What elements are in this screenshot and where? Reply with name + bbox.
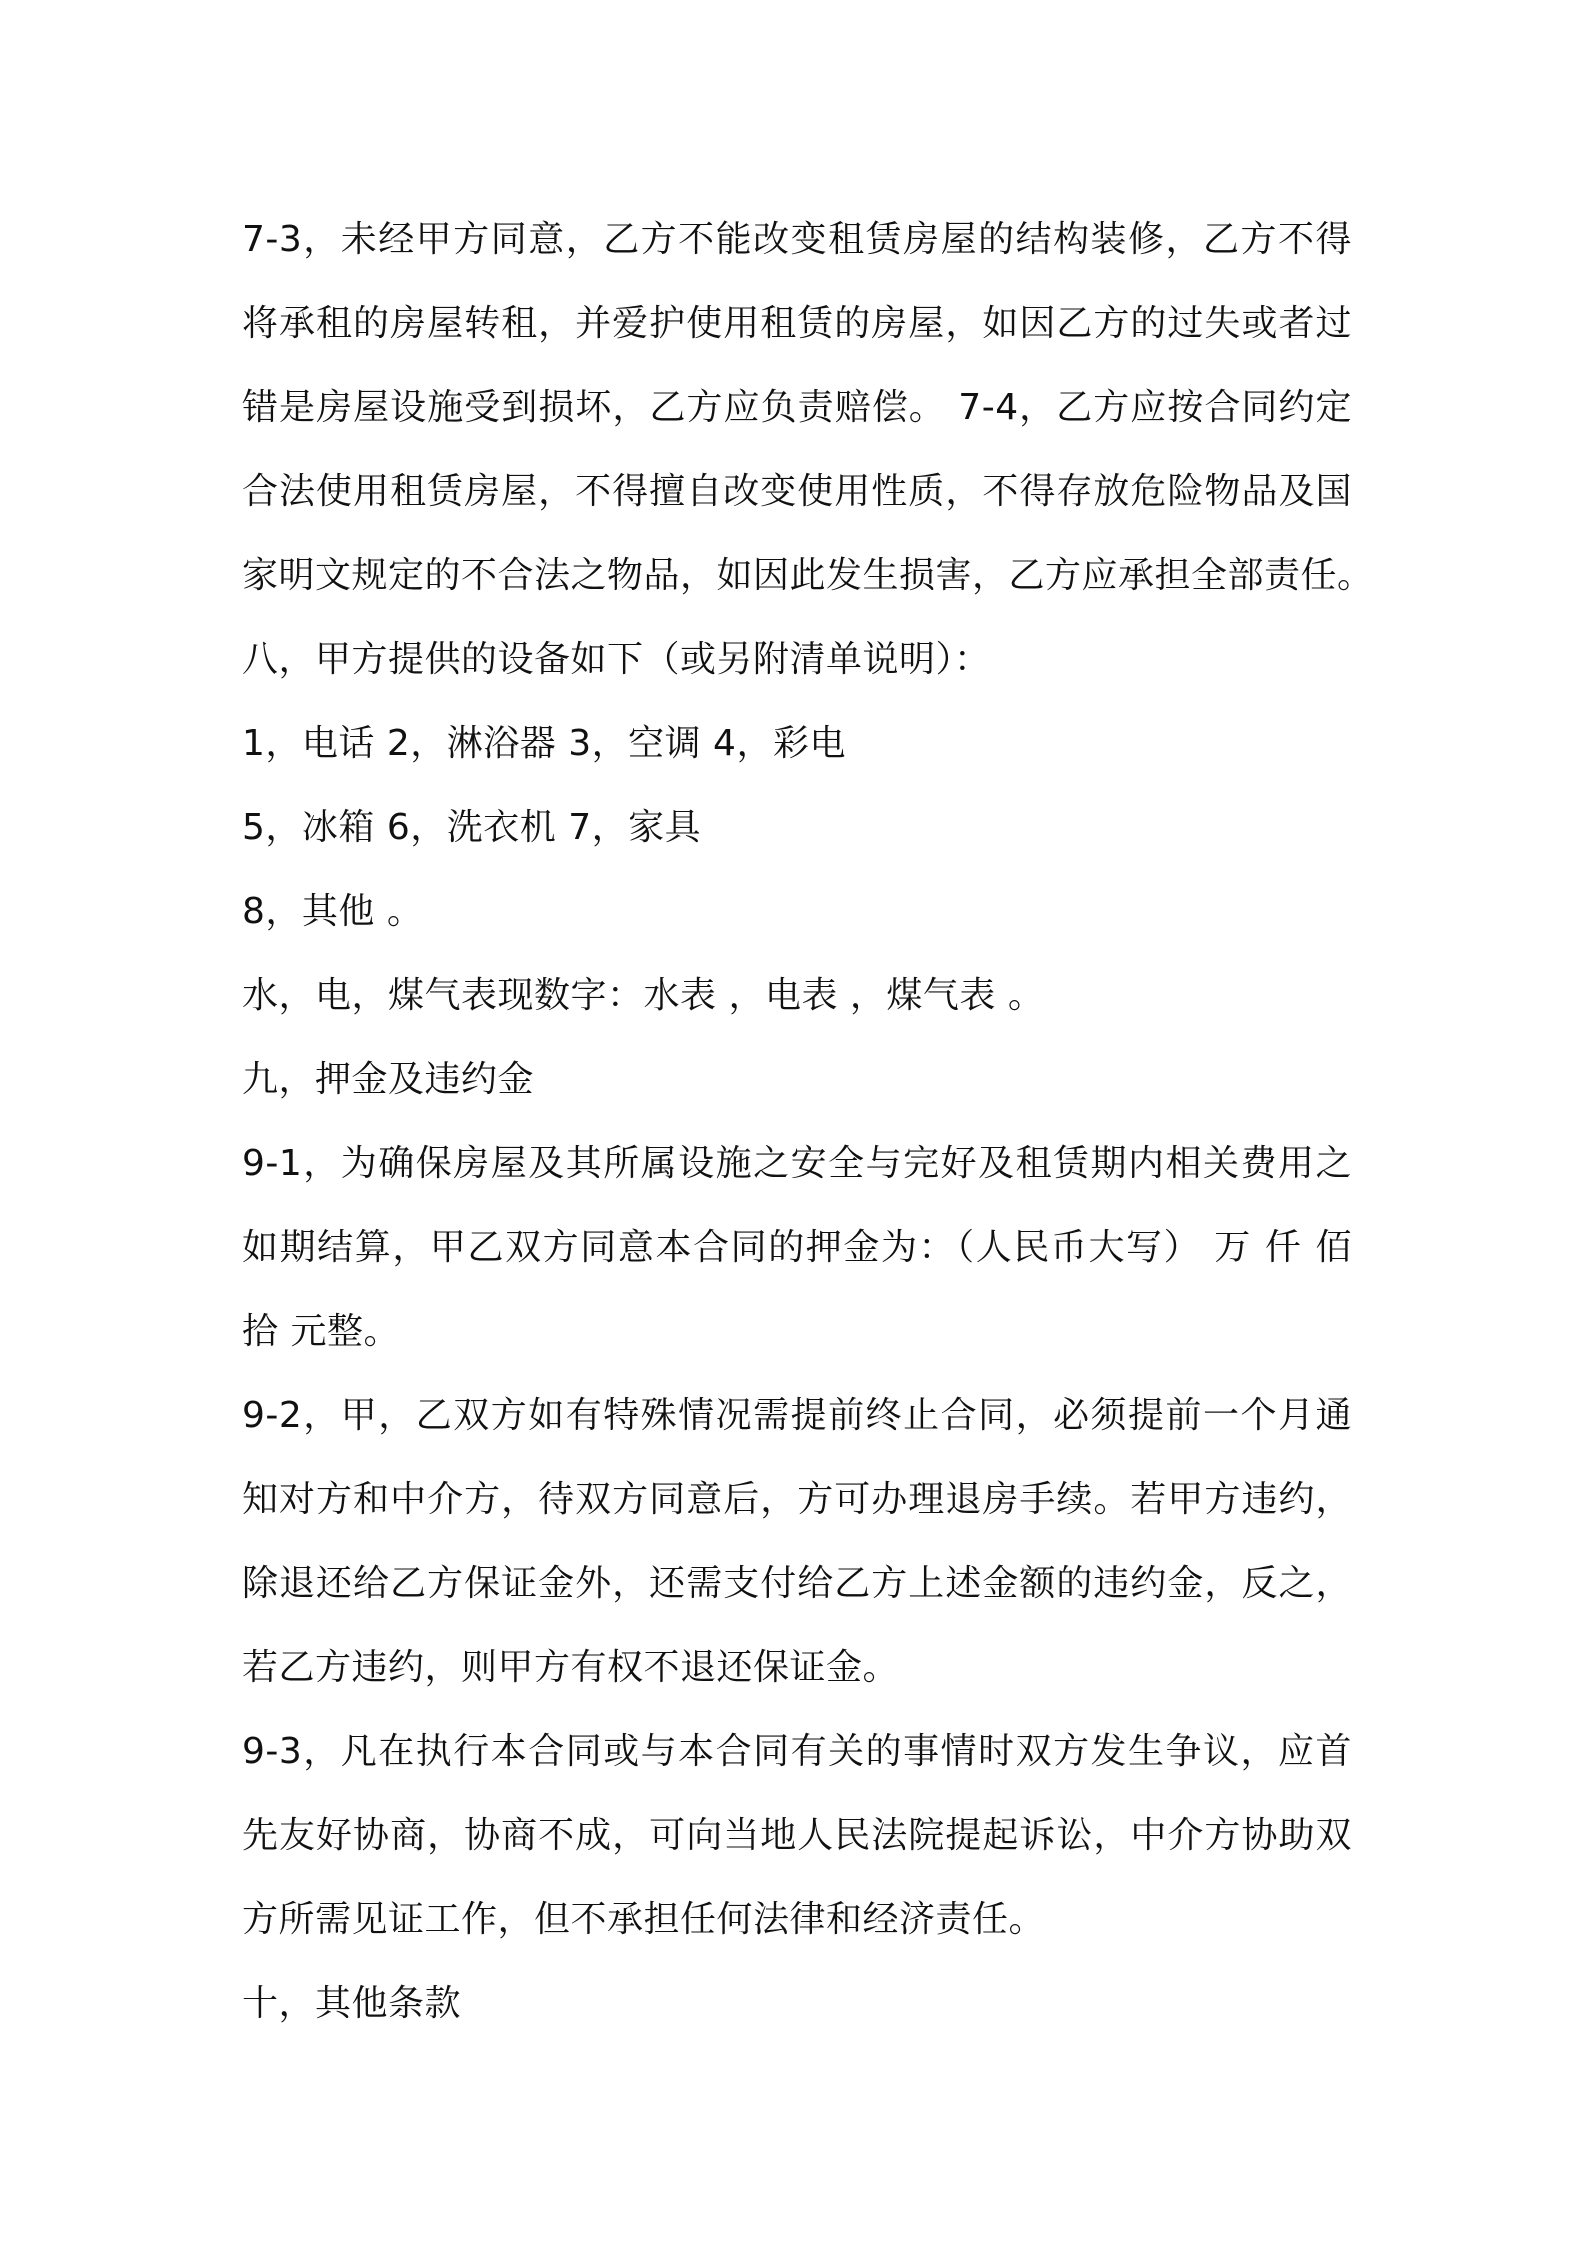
document-body	[242, 198, 1374, 2046]
text-line: 将承租的房屋转租，并爱护使用租赁的房屋，如因乙方的过失或者过	[242, 303, 1352, 344]
text-line: 先友好协商，协商不成，可向当地人民法院提起诉讼，中介方协助双	[242, 1815, 1352, 1856]
text-line: 7-3，未经甲方同意，乙方不能改变租赁房屋的结构装修，乙方不得	[242, 219, 1352, 260]
text-line: 方所需见证工作，但不承担任何法律和经济责任。	[242, 1899, 1046, 1940]
text-line: 如期结算，甲乙双方同意本合同的押金为：（人民币大写） 万 仟 佰	[242, 1227, 1352, 1268]
text-line: 9-2，甲，乙双方如有特殊情况需提前终止合同，必须提前一个月通	[242, 1395, 1352, 1436]
meter-readings-line: 水，电，煤气表现数字：水表 ，电表 ，煤气表 。	[242, 975, 1045, 1016]
section-heading-8: 八，甲方提供的设备如下（或另附清单说明）：	[242, 639, 991, 680]
equipment-list-line-2: 5，冰箱 6，洗衣机 7，家具	[242, 807, 702, 848]
text-line: 知对方和中介方，待双方同意后，方可办理退房手续。若甲方违约，	[242, 1479, 1352, 1520]
text-line: 错是房屋设施受到损坏，乙方应负责赔偿。 7-4，乙方应按合同约定	[242, 387, 1352, 428]
text-line: 除退还给乙方保证金外，还需支付给乙方上述金额的违约金，反之，	[242, 1563, 1352, 1604]
section-heading-10: 十，其他条款	[242, 1983, 462, 2024]
text-line: 若乙方违约，则甲方有权不退还保证金。	[242, 1647, 900, 1688]
text-line: 9-3，凡在执行本合同或与本合同有关的事情时双方发生争议，应首	[242, 1731, 1352, 1772]
text-line: 合法使用租赁房屋，不得擅自改变使用性质，不得存放危险物品及国	[242, 471, 1352, 512]
equipment-list-line-1: 1，电话 2，淋浴器 3，空调 4，彩电	[242, 723, 846, 764]
text-line: 家明文规定的不合法之物品，如因此发生损害，乙方应承担全部责任。	[242, 555, 1374, 596]
equipment-list-line-3: 8，其他 。	[242, 891, 424, 932]
section-heading-9: 九，押金及违约金	[242, 1059, 535, 1100]
text-line: 拾 元整。	[242, 1311, 400, 1352]
text-line: 9-1，为确保房屋及其所属设施之安全与完好及租赁期内相关费用之	[242, 1143, 1352, 1184]
